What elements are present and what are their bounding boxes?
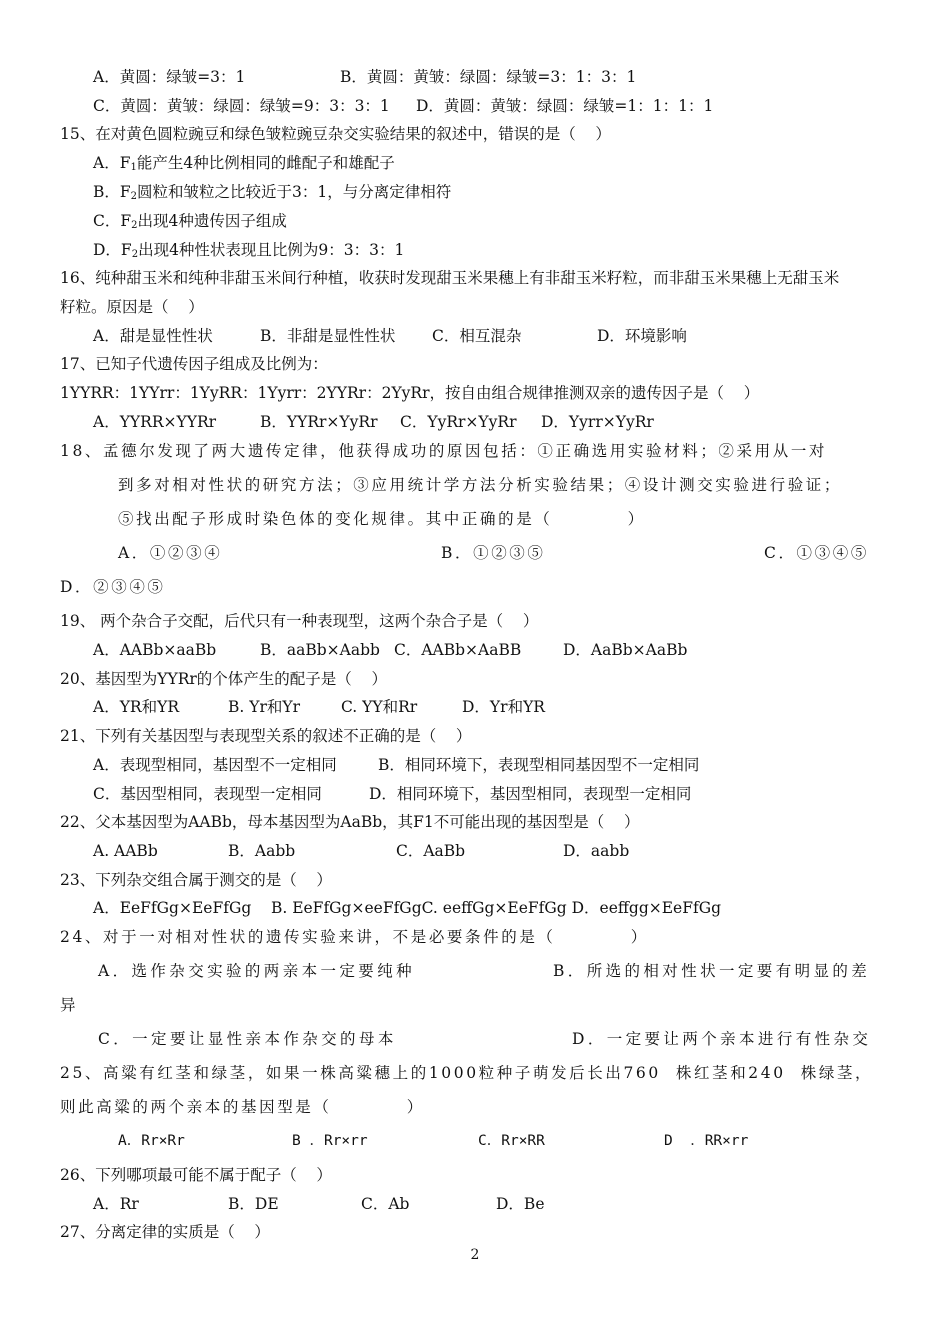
q24-option-c: C．一定要让显性亲本作杂交的母本 bbox=[98, 1030, 397, 1048]
q16-option-d: D．环境影响 bbox=[597, 327, 687, 345]
q22-option-a: A. AABb bbox=[93, 842, 158, 860]
q16-option-a: A．甜是显性性状 bbox=[93, 327, 213, 345]
q18-option-b: B．①②③⑤ bbox=[441, 544, 546, 562]
q22-option-b: B．Aabb bbox=[228, 842, 296, 860]
q21-option-b: B．相同环境下，表现型相同基因型不一定相同 bbox=[378, 756, 700, 774]
q18-option-c: C．①③④⑤ bbox=[764, 544, 869, 562]
q25-option-b: B ．Rr×rr bbox=[292, 1133, 368, 1149]
q26-option-b: B．DE bbox=[228, 1195, 279, 1213]
q15-option-c: C．$F_2$出现4种遗传因子组成 bbox=[93, 212, 287, 231]
page-number: 2 bbox=[470, 1247, 480, 1263]
q26-option-d: D．Be bbox=[496, 1195, 545, 1213]
q24-option-b: B．所选的相对性状一定要有明显的差 bbox=[553, 962, 871, 980]
q25-stem-line2: 则此高粱的两个亲本的基因型是（ ） bbox=[60, 1098, 425, 1116]
q22-stem: 22、父本基因型为AABb，母本基因型为AaBb，其F1不可能出现的基因型是（ ） bbox=[60, 813, 640, 831]
q24-option-b-continued: 异 bbox=[60, 996, 76, 1014]
q16-stem-line2: 籽粒。原因是（ ） bbox=[60, 298, 204, 316]
q20-option-c: C. YY和Rr bbox=[341, 698, 418, 716]
q19-option-a: A．AABb×aaBb bbox=[93, 641, 217, 659]
q14-option-c: C．黄圆：黄皱：绿圆：绿皱=9：3：3：1 bbox=[93, 97, 390, 115]
q25-stem-line1: 25、高粱有红茎和绿茎，如果一株高粱穗上的1000粒种子萌发后长出760 株红茎和240 株绿茎， bbox=[60, 1064, 874, 1082]
q15-option-a: A．$F_1$能产生4种比例相同的雌配子和雄配子 bbox=[93, 154, 395, 173]
q20-option-a: A．YR和YR bbox=[93, 698, 179, 716]
q18-option-a: A．①②③④ bbox=[118, 544, 223, 562]
q25-option-c: C．Rr×RR bbox=[478, 1133, 545, 1149]
q22-option-d: D．aabb bbox=[563, 842, 630, 860]
q17-option-c: C．YyRr×YyRr bbox=[400, 413, 517, 431]
q26-option-c: C．Ab bbox=[361, 1195, 410, 1213]
q18-stem-line2: 到多对相对性状的研究方法；③应用统计学方法分析实验结果；④设计测交实验进行验证； bbox=[118, 476, 843, 494]
q15-option-d: D．$F_2$出现4种性状表现且比例为9：3：3：1 bbox=[93, 241, 405, 260]
q19-option-d: D．AaBb×AaBb bbox=[563, 641, 688, 659]
q17-option-b: B．YYRr×YyRr bbox=[260, 413, 378, 431]
q19-option-c: C．AABb×AaBB bbox=[394, 641, 522, 659]
q14-option-d: D．黄圆：黄皱：绿圆：绿皱=1：1：1：1 bbox=[416, 97, 714, 115]
q22-option-c: C．AaBb bbox=[396, 842, 466, 860]
q27-stem: 27、分离定律的实质是（ ） bbox=[60, 1223, 270, 1241]
q19-option-b: B．aaBb×Aabb bbox=[260, 641, 380, 659]
q17-stem-line2: 1YYRR：1YYrr：1YyRR：1Yyrr：2YYRr：2YyRr，按自由组合规律推测双亲的遗传因子是（ ） bbox=[60, 384, 760, 402]
q24-stem: 24、对于一对相对性状的遗传实验来讲，不是必要条件的是（ ） bbox=[60, 928, 649, 946]
q23-options: A．EeFfGg×EeFfGg B. EeFfGg×eeFfGgC. eeffGg×EeFfGg D．eeffgg×EeFfGg bbox=[93, 899, 722, 917]
q14-option-a: A．黄圆：绿皱=3：1 bbox=[93, 68, 246, 86]
q20-stem: 20、基因型为YYRr的个体产生的配子是（ ） bbox=[60, 670, 387, 688]
q15-option-b: B．$F_2$圆粒和皱粒之比较近于3：1，与分离定律相符 bbox=[93, 183, 452, 202]
q17-option-d: D．Yyrr×YyRr bbox=[541, 413, 654, 431]
q16-option-c: C．相互混杂 bbox=[432, 327, 522, 345]
q25-option-a: A．Rr×Rr bbox=[118, 1133, 185, 1149]
q17-option-a: A．YYRR×YYRr bbox=[93, 413, 217, 431]
q14-option-b: B．黄圆：黄皱：绿圆：绿皱=3：1：3：1 bbox=[340, 68, 637, 86]
q20-option-b: B. Yr和Yr bbox=[228, 698, 301, 716]
q15-stem: 15、在对黄色圆粒豌豆和绿色皱粒豌豆杂交实验结果的叙述中，错误的是（ ） bbox=[60, 125, 611, 143]
q16-option-b: B．非甜是显性性状 bbox=[260, 327, 396, 345]
q18-stem-line3: ⑤找出配子形成时染色体的变化规律。其中正确的是（ ） bbox=[118, 510, 646, 528]
q24-option-a: A．选作杂交实验的两亲本一定要纯种 bbox=[98, 962, 415, 980]
q21-option-a: A．表现型相同，基因型不一定相同 bbox=[93, 756, 337, 774]
q21-stem: 21、下列有关基因型与表现型关系的叙述不正确的是（ ） bbox=[60, 727, 472, 745]
q17-stem-line1: 17、已知子代遗传因子组成及比例为： bbox=[60, 355, 328, 373]
q21-option-c: C．基因型相同，表现型一定相同 bbox=[93, 785, 322, 803]
q21-option-d: D．相同环境下，基因型相同，表现型一定相同 bbox=[369, 785, 692, 803]
q18-option-d: D．②③④⑤ bbox=[60, 578, 166, 596]
q26-option-a: A．Rr bbox=[93, 1195, 139, 1213]
q19-stem: 19、 两个杂合子交配，后代只有一种表现型，这两个杂合子是（ ） bbox=[60, 612, 539, 630]
q26-stem: 26、下列哪项最可能不属于配子（ ） bbox=[60, 1166, 332, 1184]
q20-option-d: D．Yr和YR bbox=[462, 698, 545, 716]
q25-option-d: D ．RR×rr bbox=[664, 1133, 749, 1149]
q18-stem-line1: 18、孟德尔发现了两大遗传定律，他获得成功的原因包括：①正确选用实验材料；②采用从一对 bbox=[60, 442, 828, 460]
q24-option-d: D．一定要让两个亲本进行有性杂交 bbox=[572, 1030, 872, 1048]
q16-stem-line1: 16、纯种甜玉米和纯种非甜玉米间行种植，收获时发现甜玉米果穗上有非甜玉米籽粒，而非甜玉米果穗上无甜玉米 bbox=[60, 269, 840, 287]
q23-stem: 23、下列杂交组合属于测交的是（ ） bbox=[60, 871, 332, 889]
